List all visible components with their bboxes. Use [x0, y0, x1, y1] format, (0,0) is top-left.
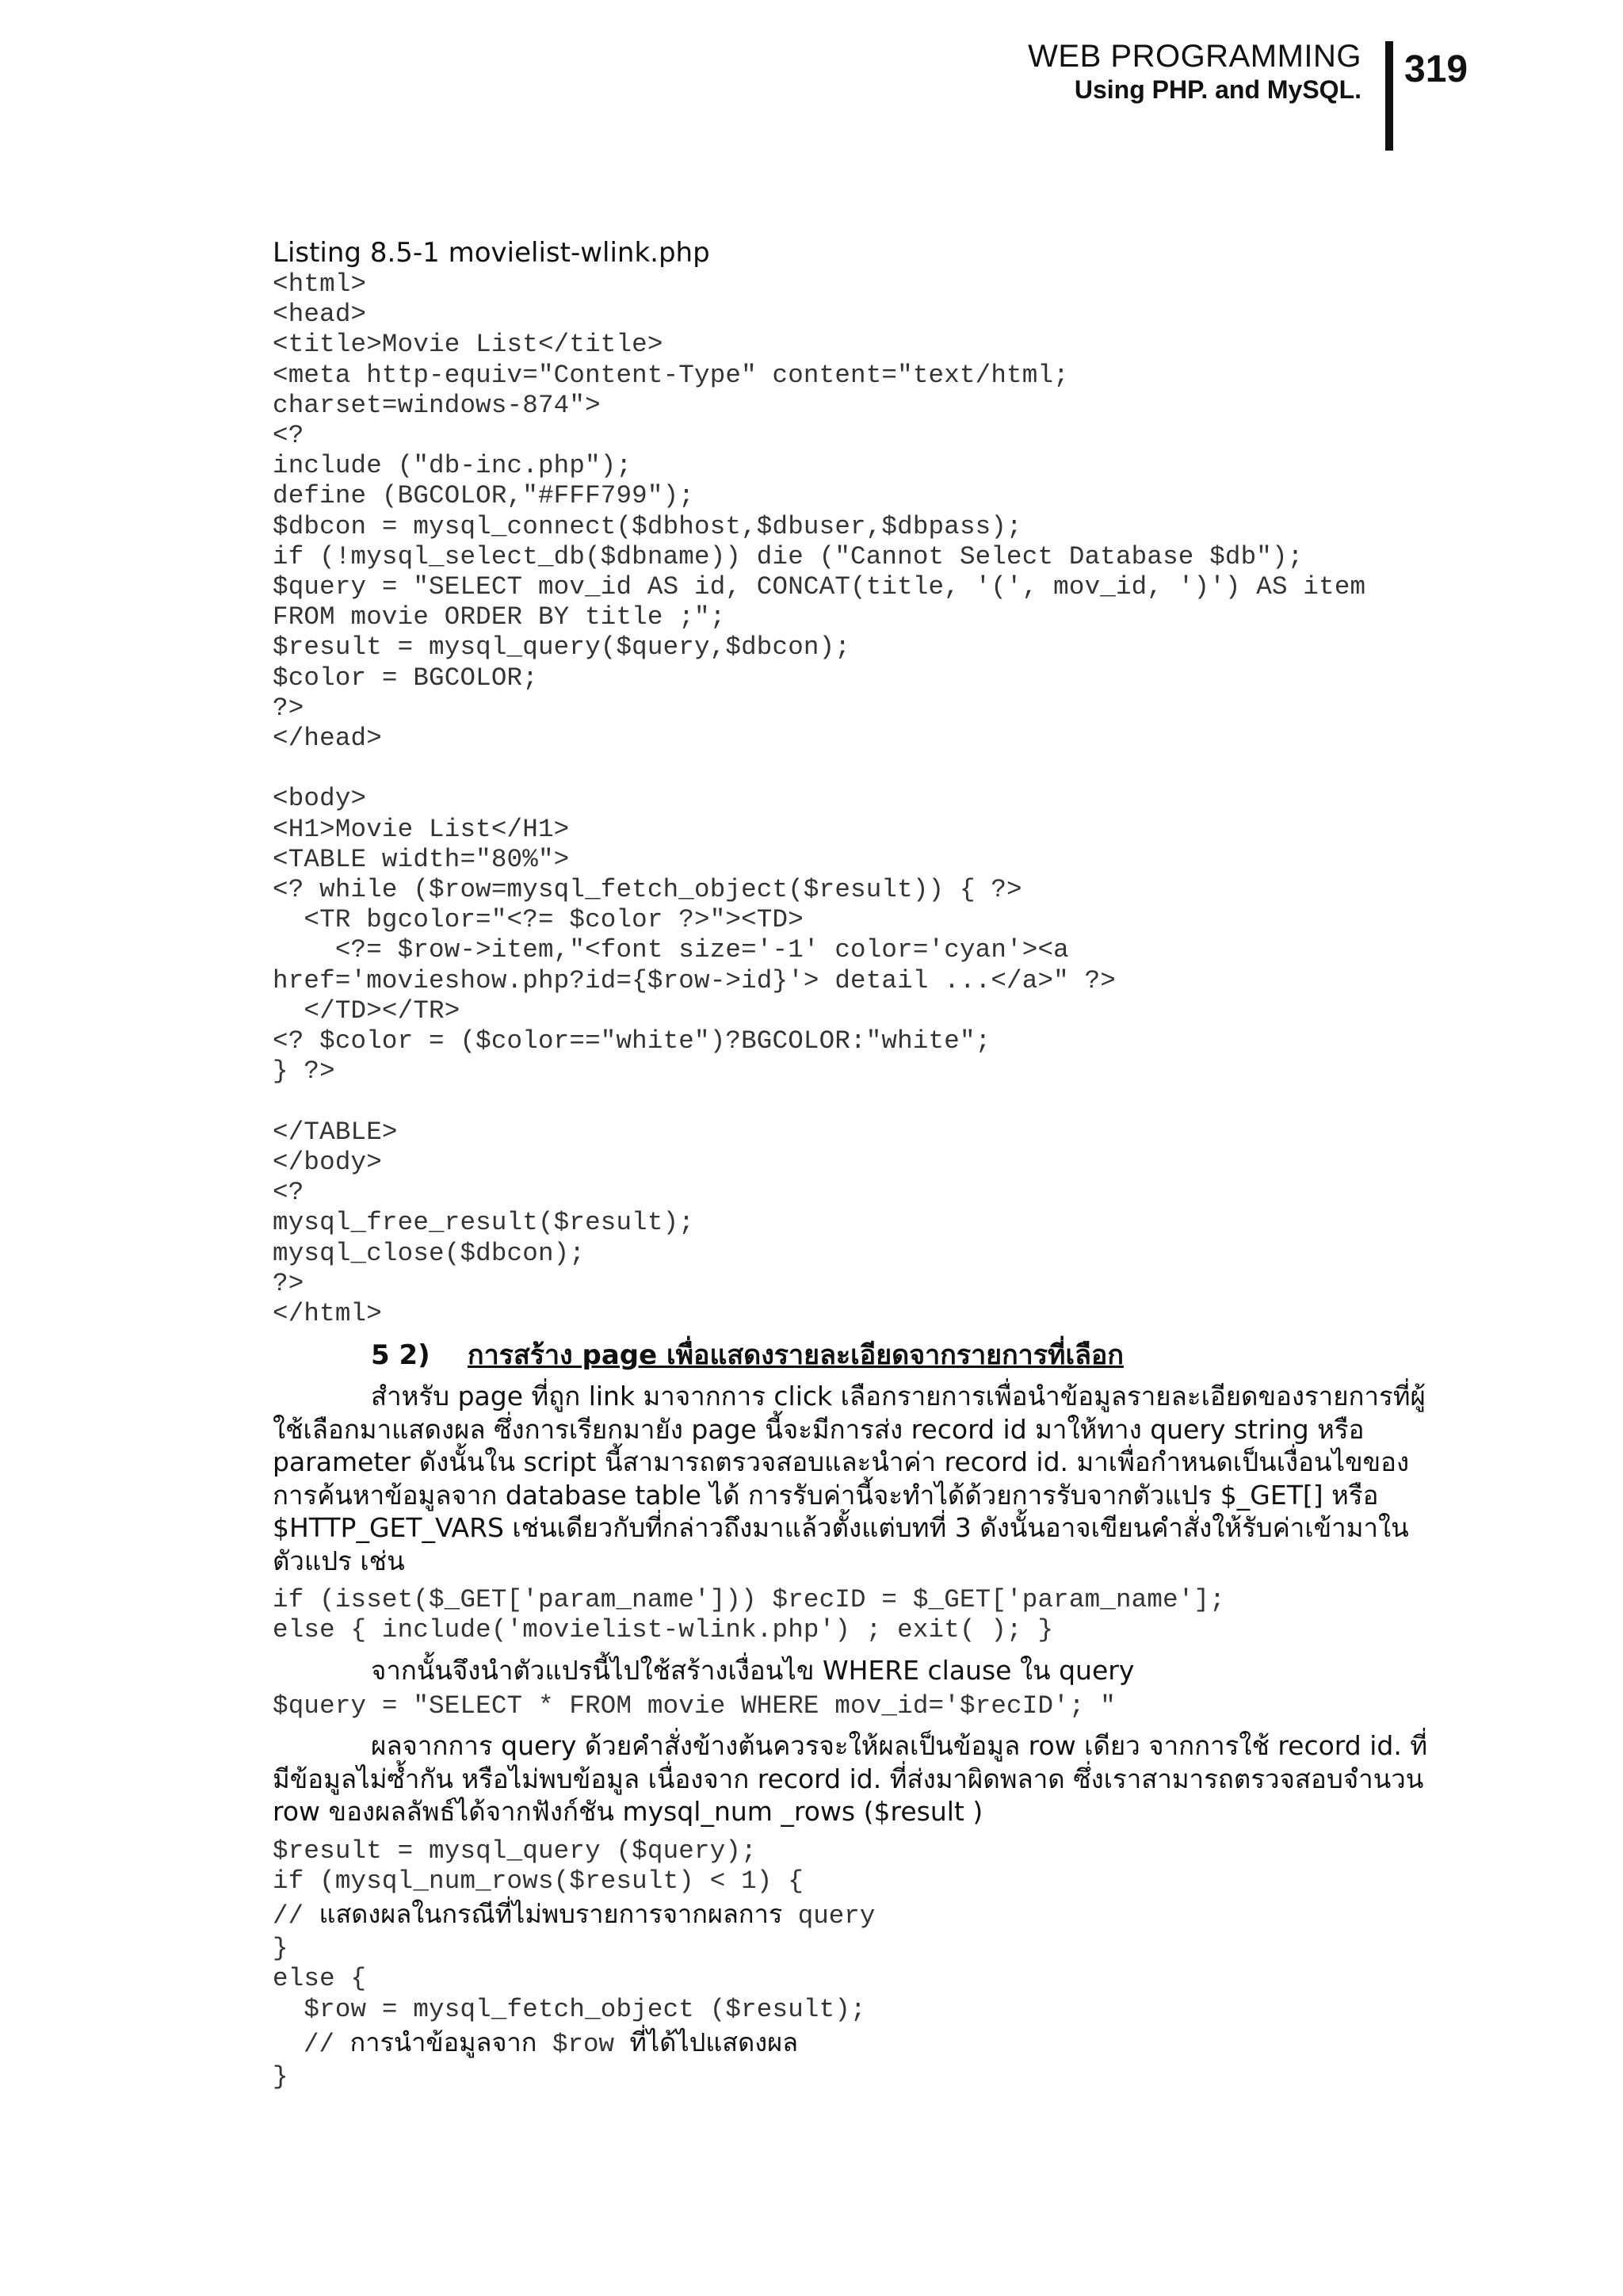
- page-number: 319: [1404, 48, 1468, 90]
- listing-code: <html> <head> <title>Movie List</title> <meta http-equiv="Content-Type" content="text/html; charset=windows-874"> <? include ("db-inc.php"); define (BGCOLOR,"#FFF799"); $dbcon = mysql_connect($dbhost,$dbuser,$dbpass); if (!mysql_select_db($dbname)) die ("Cannot Select Database $db"); $query = "SELECT mov_id AS id, CONCAT(title, '(', mov_id, ')') AS item FROM movie ORDER BY title ;"; $result = mysql_query($query,$dbcon); $color = BGCOLOR; ?> </head> <body> <H1>Movie List</H1> <TABLE width="80%"> <? while ($row=mysql_fetch_object($result)) { ?> <TR bgcolor="<?= $color ?>"><TD> <?= $row->item,"<font size='-1' color='cyan'><a href='movieshow.php?id={$row->id}'> detail ...</a>" ?> </TD></TR> <? $color = ($color=="white")?BGCOLOR:"white"; } ?> </TABLE> </body> <? mysql_free_result($result); mysql_close($dbcon); ?> </html>: [273, 269, 1366, 1328]
- code-comment-not-found: // แสดงผลในกรณีที่ไม่พบรายการจากผลการ query: [273, 1899, 876, 1931]
- code-block-result: $result = mysql_query ($query); if (mysql_num_rows($result) < 1) {: [273, 1836, 804, 1896]
- code-block-isset: if (isset($_GET['param_name'])) $recID = $_GET['param_name']; else { include('movielist-wlink.php') ; exit( ); }: [273, 1585, 1225, 1645]
- code-comment-display: // การนำข้อมูลจาก $row ที่ได้ไปแสดงผล: [273, 2027, 799, 2059]
- paragraph-2: [273, 1654, 1438, 1687]
- paragraph-3: [273, 1729, 1438, 1828]
- paragraph-1-text: สำหรับ page ที่ถูก link มาจากการ click เลือกรายการเพื่อนำข้อมูลรายละเอียดของรายการที่ผู้ใช้เลือกมาแสดงผล ซึ่งการเรียกมายัง page นี้จะมีการส่ง record id มาให้ทาง query string หรือ parameter ดังนั้นใน script นี้สามารถตรวจสอบและนำค่า record id. มาเพื่อกำหนดเป็นเงื่อนไขของการค้นหาข้อมูลจาก database table ได้ การรับค่านี้จะทำได้ด้วยการรับจากตัวแปร $_GET[] หรือ $HTTP_GET_VARS เช่นเดียวกับที่กล่าวถึงมาแล้วตั้งแต่บทที่ 3 ดังนั้นอาจเขียนคำสั่งให้รับค่าเข้ามาในตัวแปร เช่น: [273, 1381, 1426, 1576]
- code-block-else: } else { $row = mysql_fetch_object ($result);: [273, 1934, 866, 2024]
- section-heading: [371, 1339, 1438, 1372]
- header-subtitle: Using PHP. and MySQL.: [1074, 75, 1361, 104]
- section-number: 5 2): [371, 1339, 430, 1372]
- paragraph-3-text: ผลจากการ query ด้วยคำสั่งข้างต้นควรจะให้ผลเป็นข้อมูล row เดียว จากการใช้ record id. ที่มีข้อมูลไม่ซ้ำกัน หรือไม่พบข้อมูล เนื่องจาก record id. ที่ส่งมาผิดพลาด ซึ่งเราสามารถตรวจสอบจำนวน row ของผลลัพธ์ได้จากฟังก์ชัน mysql_num _rows ($result ): [273, 1730, 1428, 1828]
- listing-title: Listing 8.5-1 movielist-wlink.php: [273, 237, 710, 269]
- paragraph-1: [273, 1380, 1438, 1577]
- page-content: [273, 236, 1438, 2092]
- code-block-query: $query = "SELECT * FROM movie WHERE mov_id='$recID'; ": [273, 1691, 1116, 1721]
- paragraph-2-text: จากนั้นจึงนำตัวแปรนี้ไปใช้สร้างเงื่อนไข WHERE clause ใน query: [371, 1654, 1135, 1686]
- section-title: การสร้าง page เพื่อแสดงรายละเอียดจากรายการที่เลือก: [468, 1339, 1124, 1372]
- header-title: WEB PROGRAMMING: [1028, 39, 1361, 74]
- header-divider: [1385, 41, 1393, 151]
- running-header: [1028, 38, 1361, 105]
- code-block-close: }: [273, 2061, 288, 2092]
